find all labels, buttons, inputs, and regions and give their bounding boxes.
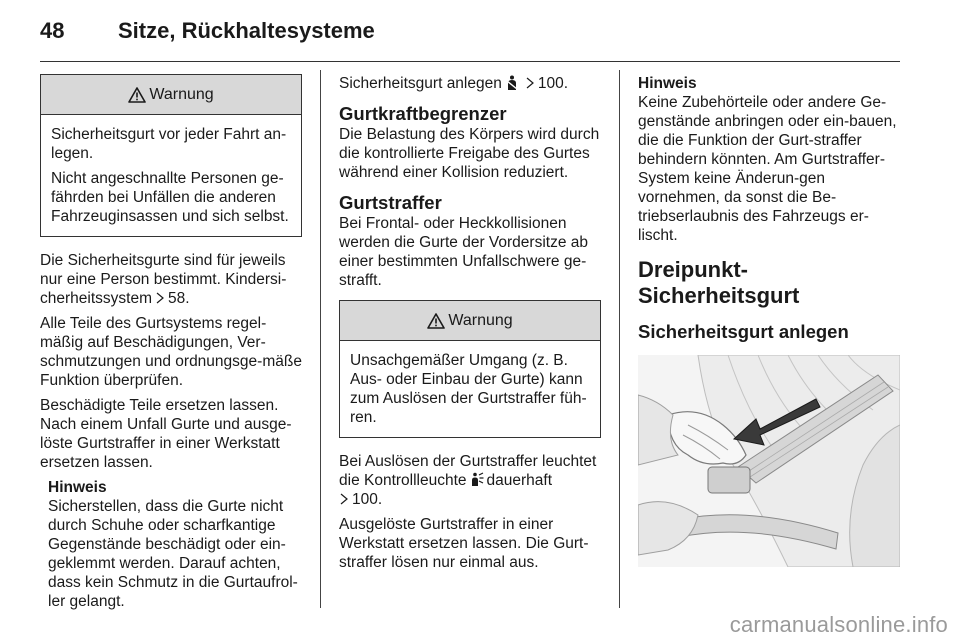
paragraph: Ausgelöste Gurtstraffer in einer Werkstatt ersetzen lassen. Die Gurt-straffer lösen nur einmal aus. <box>339 516 589 571</box>
page-reference[interactable]: 58. <box>167 290 190 307</box>
warning-header <box>41 75 301 115</box>
paragraph <box>339 452 601 509</box>
warning-box <box>339 300 601 438</box>
section-heading: Gurtstraffer <box>339 192 442 213</box>
tensioner-warning-light-icon <box>470 472 484 488</box>
paragraph: Bei Frontal- oder Heckkollisionen werden die Gurte der Vordersitze ab einer bestimmten Unfallschwere ge-strafft. <box>339 215 588 289</box>
section-heading: Gurtkraftbegrenzer <box>339 103 507 124</box>
paragraph: Alle Teile des Gurtsystems regel-mäßig auf Beschädigungen, Ver-schmutzungen und ordnungsge-mäße Funktion überprüfen. <box>40 315 302 389</box>
column-divider <box>320 70 321 608</box>
paragraph-text: Die Sicherheitsgurte sind für jeweils nur eine Person bestimmt. Kindersi-cherheitssystem <box>40 252 287 307</box>
header-divider <box>40 61 900 62</box>
paragraph-text: Bei Auslösen der Gurtstraffer leuchtet die Kontrollleuchte <box>339 453 597 489</box>
warning-text: Sicherheitsgurt vor jeder Fahrt an-legen. <box>51 126 287 162</box>
column-right <box>638 74 900 567</box>
warning-header <box>340 301 600 341</box>
column-middle <box>339 74 601 578</box>
paragraph <box>339 74 601 93</box>
chapter-title: Sitze, Rückhaltesysteme <box>118 18 375 43</box>
subsection-heading: Sicherheitsgurt anlegen <box>638 321 849 342</box>
warning-body <box>340 341 600 437</box>
note-box <box>40 478 302 611</box>
column-divider <box>619 70 620 608</box>
warning-title: Warnung <box>448 312 513 329</box>
note-text: Sicherstellen, dass die Gurte nicht durch Schuhe oder scharfkantige Gegenstände beschädigt oder ein-geklemmt werden. Darauf achten, dass kein Schmutz in die Gurtaufrol-ler gelangt. <box>48 498 298 610</box>
page-reference[interactable]: 100. <box>352 491 383 508</box>
note-title: Hinweis <box>638 75 697 92</box>
page-reference[interactable]: 100. <box>537 75 569 92</box>
note-text: Keine Zubehörteile oder andere Ge-genstände anbringen oder ein-bauen, die die Funktion der Gurt-straffer behindern könnten. Am Gurtstraffer-System keine Änderun-gen vornehmen, da sonst die Be-triebserlaubnis des Fahrzeugs er-lischt. <box>638 94 897 244</box>
page-reference-icon <box>339 493 349 505</box>
page-header <box>40 18 375 48</box>
paragraph-text: dauerhaft <box>486 472 553 489</box>
paragraph <box>40 251 302 308</box>
column-left <box>40 74 302 617</box>
page-number: 48 <box>40 18 65 43</box>
seatbelt-illustration <box>638 355 900 567</box>
paragraph: Die Belastung des Körpers wird durch die kontrollierte Freigabe des Gurtes während einer Kollision reduziert. <box>339 126 600 181</box>
warning-title: Warnung <box>149 86 214 103</box>
page-reference-icon <box>155 292 165 304</box>
warning-text: Unsachgemäßer Umgang (z. B. Aus- oder Einbau der Gurte) kann zum Auslösen der Gurtstraffer füh-ren. <box>350 352 587 426</box>
warning-triangle-icon <box>128 87 146 103</box>
note-title: Hinweis <box>48 479 107 496</box>
seatbelt-icon <box>505 75 519 91</box>
paragraph: Beschädigte Teile ersetzen lassen. Nach einem Unfall Gurte und ausge-löste Gurtstraffer in einer Werkstatt ersetzen lassen. <box>40 397 292 471</box>
warning-triangle-icon <box>427 313 445 329</box>
warning-text: Nicht angeschnallte Personen ge-fährden bei Unfällen die anderen Fahrzeuginsassen und sich selbst. <box>51 170 289 225</box>
page-reference-icon <box>525 77 535 89</box>
note-box <box>638 74 900 245</box>
watermark: carmanualsonline.info <box>729 612 948 637</box>
section-title: Dreipunkt-Sicherheitsgurt <box>638 257 800 308</box>
paragraph-text: Sicherheitsgurt anlegen <box>339 75 502 92</box>
warning-body <box>41 115 301 236</box>
warning-box <box>40 74 302 237</box>
